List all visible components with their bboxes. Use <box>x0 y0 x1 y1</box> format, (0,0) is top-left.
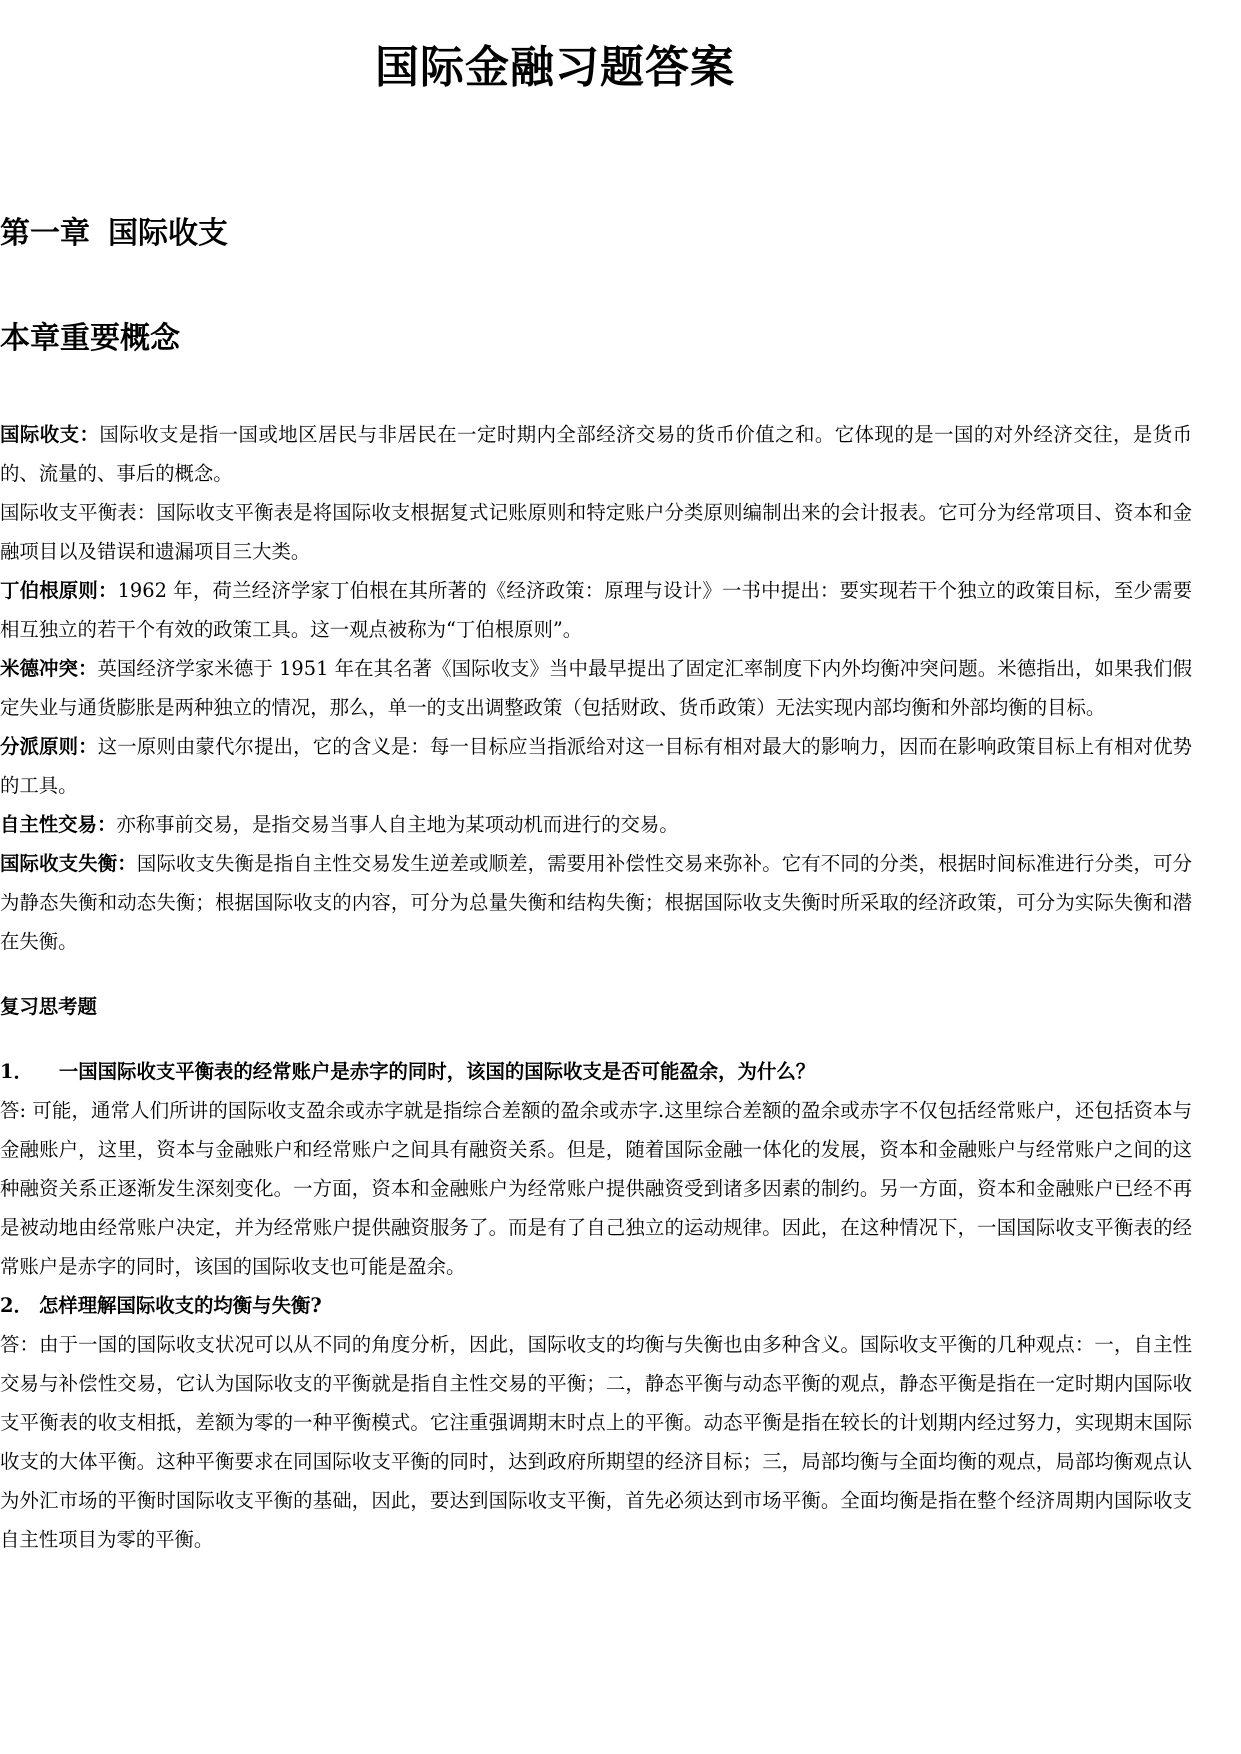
concept-paragraph <box>0 649 1192 727</box>
concept-paragraph <box>0 844 1192 961</box>
concept-paragraph <box>0 805 1192 844</box>
concept-definition: 亦称事前交易，是指交易当事人自主地为某项动机而进行的交易。 <box>116 813 679 836</box>
concept-definition: 国际收支是指一国或地区居民与非居民在一定时期内全部经济交易的货币价值之和。它体现的是一国的对外经济交往，是货币的、流量的、事后的概念。 <box>0 423 1192 485</box>
concept-term: 国际收支平衡表： <box>0 501 157 524</box>
question-2 <box>0 1286 1192 1325</box>
concept-paragraph <box>0 571 1192 649</box>
concept-term: 分派原则： <box>0 735 98 758</box>
chapter-heading <box>0 212 228 256</box>
document-title: 国际金融习题答案 <box>375 42 735 93</box>
question-1 <box>0 1052 1192 1091</box>
chapter-title: 国际收支 <box>108 216 228 251</box>
answer-1: 答: 可能，通常人们所讲的国际收支盈余或赤字就是指综合差额的盈余或赤字.这里综合差额的盈余或赤字不仅包括经常账户，还包括资本与金融账户，这里，资本与金融账户和经常账户之间具有融资关系。但是，随着国际金融一体化的发展，资本和金融账户与经常账户之间的这种融资关系正逐渐发生深刻变化。一方面，资本和金融账户为经常账户提供融资受到诸多因素的制约。另一方面，资本和金融账户已经不再是被动地由经常账户决定，并为经常账户提供融资服务了。而是有了自己独立的运动规律。因此，在这种情况下，一国国际收支平衡表的经常账户是赤字的同时，该国的国际收支也可能是盈余。 <box>0 1099 1192 1278</box>
concept-term: 丁伯根原则： <box>0 579 118 602</box>
concept-term: 自主性交易： <box>0 813 117 836</box>
review-questions-heading: 复习思考题 <box>0 995 97 1018</box>
question-text: 怎样理解国际收支的均衡与失衡? <box>38 1294 322 1317</box>
question-number: 2． <box>0 1294 33 1317</box>
question-text: 一国国际收支平衡表的经常账户是赤字的同时，该国的国际收支是否可能盈余，为什么？ <box>58 1060 816 1083</box>
concept-term: 国际收支： <box>0 423 100 446</box>
concept-paragraph <box>0 727 1192 805</box>
concept-term: 米德冲突： <box>0 657 98 680</box>
concept-paragraph <box>0 493 1192 571</box>
question-number: 1． <box>0 1060 33 1083</box>
concept-definition: 英国经济学家米德于 1951 年在其名著《国际收支》当中最早提出了固定汇率制度下内外均衡冲突问题。米德指出，如果我们假定失业与通货膨胀是两种独立的情况，那么，单一的支出调整政策（包括财政、货币政策）无法实现内部均衡和外部均衡的目标。 <box>0 657 1192 719</box>
concept-term: 国际收支失衡： <box>0 852 137 875</box>
answer-2: 答：由于一国的国际收支状况可以从不同的角度分析，因此，国际收支的均衡与失衡也由多种含义。国际收支平衡的几种观点：一，自主性交易与补偿性交易，它认为国际收支的平衡就是指自主性交易的平衡；二，静态平衡与动态平衡的观点，静态平衡是指在一定时期内国际收支平衡表的收支相抵，差额为零的一种平衡模式。它注重强调期末时点上的平衡。动态平衡是指在较长的计划期内经过努力，实现期末国际收支的大体平衡。这种平衡要求在同国际收支平衡的同时，达到政府所期望的经济目标；三，局部均衡与全面均衡的观点，局部均衡观点认为外汇市场的平衡时国际收支平衡的基础，因此，要达到国际收支平衡，首先必须达到市场平衡。全面均衡是指在整个经济周期内国际收支自主性项目为零的平衡。 <box>0 1333 1192 1551</box>
concept-paragraph <box>0 415 1192 493</box>
concept-definition: 这一原则由蒙代尔提出，它的含义是：每一目标应当指派给对这一目标有相对最大的影响力，因而在影响政策目标上有相对优势的工具。 <box>0 735 1192 797</box>
document-body <box>0 415 1192 1559</box>
concept-definition: 国际收支平衡表是将国际收支根据复式记账原则和特定账户分类原则编制出来的会计报表。它可分为经常项目、资本和金融项目以及错误和遗漏项目三大类。 <box>0 501 1193 563</box>
concept-definition: 国际收支失衡是指自主性交易发生逆差或顺差，需要用补偿性交易来弥补。它有不同的分类，根据时间标准进行分类，可分为静态失衡和动态失衡；根据国际收支的内容，可分为总量失衡和结构失衡；根据国际收支失衡时所采取的经济政策，可分为实际失衡和潜在失衡。 <box>0 852 1193 953</box>
section-heading-key-concepts: 本章重要概念 <box>0 321 180 356</box>
chapter-number: 第一章 <box>0 216 90 251</box>
concept-definition: 1962 年，荷兰经济学家丁伯根在其所著的《经济政策：原理与设计》一书中提出：要实现若干个独立的政策目标，至少需要相互独立的若干个有效的政策工具。这一观点被称为“丁伯根原则”。 <box>0 579 1193 641</box>
